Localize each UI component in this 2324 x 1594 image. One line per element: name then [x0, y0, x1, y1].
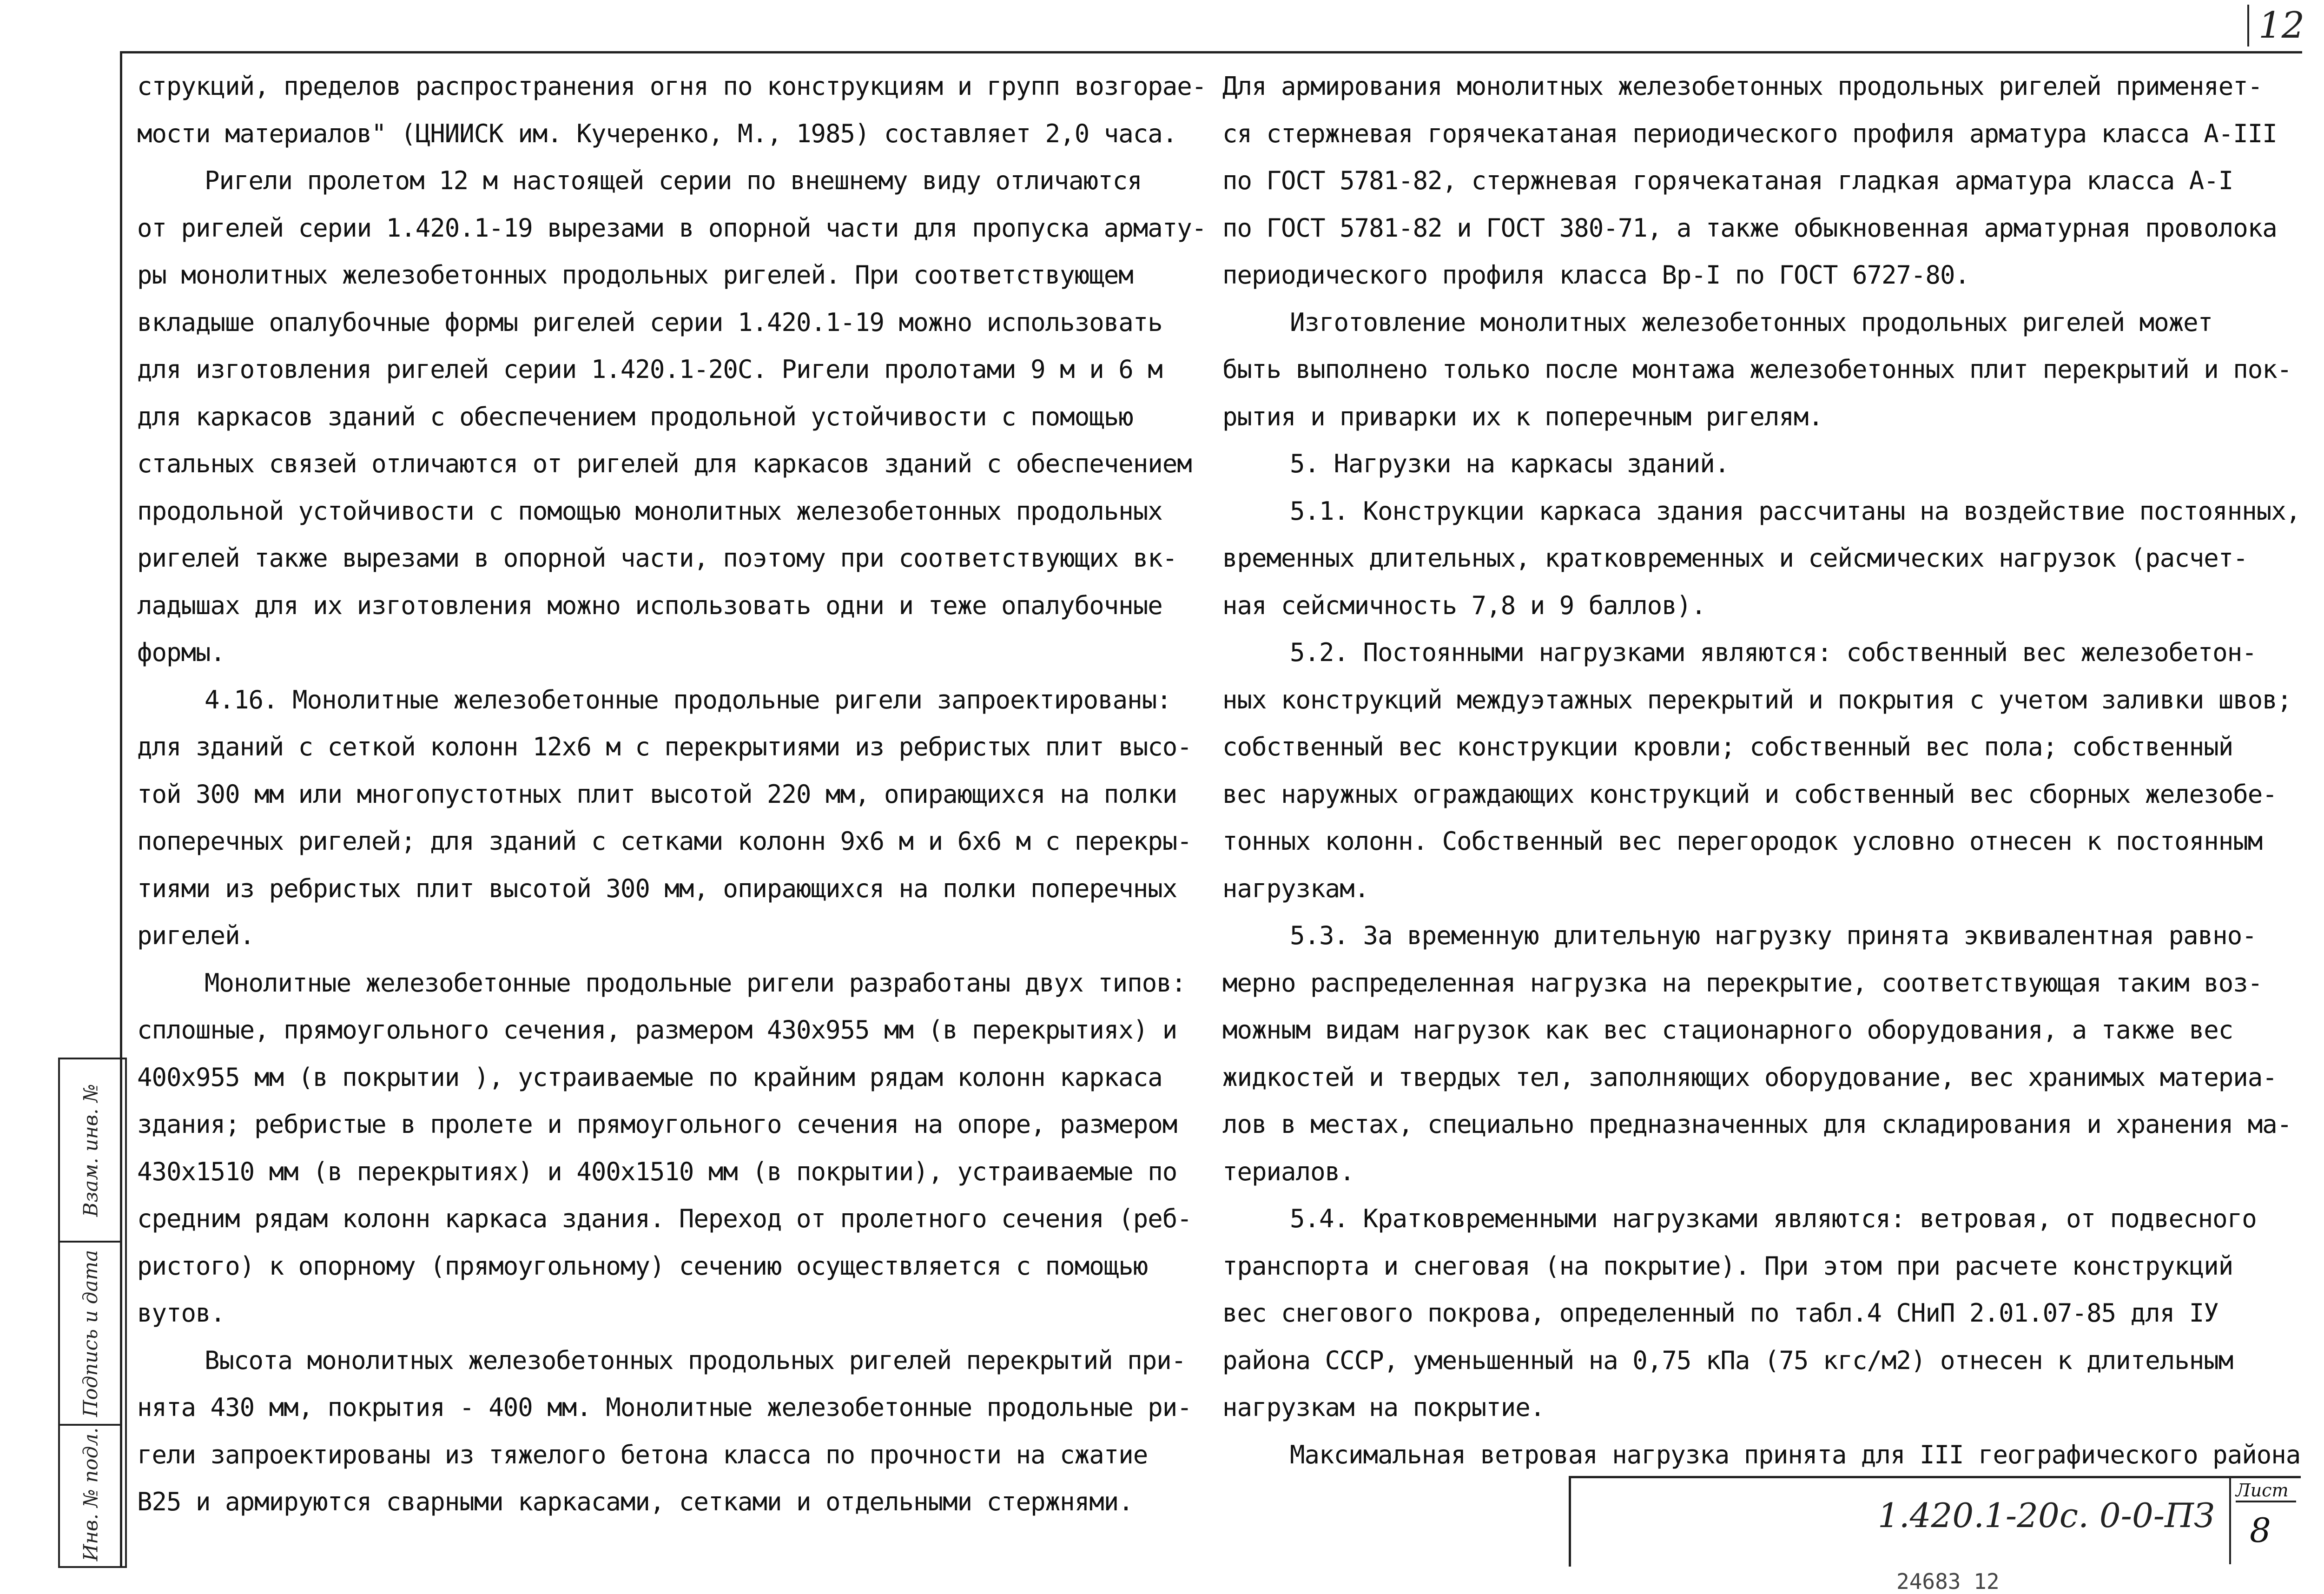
text-line: от ригелей серии 1.420.1-19 вырезами в опорной части для пропуска армату- — [137, 213, 1207, 243]
text-line: Максимальная ветровая нагрузка принята для III географического района — [1290, 1440, 2301, 1469]
text-line: для каркасов зданий с обеспечением продольной устойчивости с помощью — [137, 402, 1133, 431]
text-line: 4.16. Монолитные железобетонные продольные ригели запроектированы: — [205, 685, 1171, 714]
text-line: района СССР, уменьшенный на 0,75 кПа (75 кгс/м2) отнесен к длительным — [1222, 1345, 2233, 1375]
sheet-label: Лист — [2236, 1480, 2296, 1502]
text-line: 5.4. Кратковременными нагрузками являются: ветровая, от подвесного — [1290, 1204, 2257, 1233]
text-line: В25 и армируются сварными каркасами, сетками и отдельными стержнями. — [137, 1487, 1133, 1516]
side-stamp — [58, 1058, 127, 1568]
text-line: тиями из ребристых плит высотой 300 мм, опирающихся на полки поперечных — [137, 873, 1177, 903]
text-line: вкладыше опалубочные формы ригелей серии 1.420.1-19 можно использовать — [137, 307, 1162, 337]
text-line: по ГОСТ 5781-82 и ГОСТ 380-71, а также обыкновенная арматурная проволока — [1222, 213, 2277, 243]
text-line: ригелей. — [137, 921, 255, 950]
text-line: Изготовление монолитных железобетонных продольных ригелей может — [1290, 307, 2213, 337]
text-line: по ГОСТ 5781-82, стержневая горячекатаная гладкая арматура класса А-I — [1222, 166, 2233, 195]
text-line: сплошные, прямоугольного сечения, размером 430х955 мм (в перекрытиях) и — [137, 1015, 1177, 1045]
text-line: здания; ребристые в пролете и прямоугольного сечения на опоре, размером — [137, 1110, 1177, 1139]
title-block — [1569, 1476, 2301, 1567]
text-line: 5.1. Конструкции каркаса здания рассчитаны на воздействие постоянных, — [1290, 496, 2301, 526]
sheet-box — [2229, 1478, 2301, 1564]
text-line: для зданий с сеткой колонн 12х6 м с перекрытиями из ребристых плит высо- — [137, 732, 1192, 761]
text-line: поперечных ригелей; для зданий с сетками колонн 9х6 м и 6х6 м с перекры- — [137, 827, 1192, 856]
document-code: 1.420.1-20с. 0-0-ПЗ — [1878, 1496, 2215, 1535]
text-line: ладышах для их изготовления можно использовать одни и теже опалубочные — [137, 590, 1162, 620]
text-line: нята 430 мм, покрытия - 400 мм. Монолитные железобетонные продольные ри- — [137, 1393, 1192, 1422]
left-text-column — [137, 63, 1207, 1526]
text-line: формы. — [137, 638, 225, 667]
corner-page-mark: 12 — [2247, 5, 2304, 46]
text-line: периодического профиля класса Вр-I по ГОСТ 6727-80. — [1222, 260, 1970, 290]
text-line: той 300 мм или многопустотных плит высотой 220 мм, опирающихся на полки — [137, 779, 1177, 809]
text-line: вес снегового покрова, определенный по табл.4 СНиП 2.01.07-85 для IУ — [1222, 1298, 2218, 1328]
text-line: можным видам нагрузок как вес стационарного оборудования, а также вес — [1222, 1015, 2233, 1045]
text-line: териалов. — [1222, 1157, 1354, 1186]
right-text-column — [1222, 63, 2301, 1478]
text-line: ристого) к опорному (прямоугольному) сечению осуществляется с помощью — [137, 1251, 1148, 1281]
text-line: нагрузкам на покрытие. — [1222, 1393, 1545, 1422]
sheet-number: 8 — [2250, 1511, 2271, 1550]
text-line: стальных связей отличаются от ригелей для каркасов зданий с обеспечением — [137, 449, 1192, 478]
text-line: Ригели пролетом 12 м настоящей серии по внешнему виду отличаются — [205, 166, 1142, 195]
text-line: рытия и приварки их к поперечным ригелям. — [1222, 402, 1823, 431]
side-stamp-cell-replaced-inv — [60, 1059, 121, 1243]
text-line: гели запроектированы из тяжелого бетона класса по прочности на сжатие — [137, 1440, 1148, 1469]
text-line: 5.3. За временную длительную нагрузку принята эквивалентная равно- — [1290, 921, 2257, 950]
text-line: тонных колонн. Собственный вес перегородок условно отнесен к постоянным — [1222, 827, 2263, 856]
text-line: временных длительных, кратковременных и сейсмических нагрузок (расчет- — [1222, 543, 2248, 573]
text-line: струкций, пределов распространения огня по конструкциям и групп возгорае- — [137, 72, 1207, 101]
side-stamp-cell-inv-original — [60, 1426, 121, 1562]
text-line: жидкостей и твердых тел, заполняющих оборудование, вес хранимых материа- — [1222, 1062, 2277, 1092]
side-stamp-label: Взам. инв. № — [79, 1084, 102, 1217]
text-line: вутов. — [137, 1298, 225, 1328]
text-line: мости материалов" (ЦНИИСК им. Кучеренко, М., 1985) составляет 2,0 часа. — [137, 119, 1177, 148]
text-line: ная сейсмичность 7,8 и 9 баллов). — [1222, 590, 1706, 620]
text-line: средним рядам колонн каркаса здания. Переход от пролетного сечения (реб- — [137, 1204, 1192, 1233]
text-line: ных конструкций междуэтажных перекрытий и покрытия с учетом заливки швов; — [1222, 685, 2292, 714]
text-line: Высота монолитных железобетонных продольных ригелей перекрытий при- — [205, 1345, 1186, 1375]
text-line: собственный вес конструкции кровли; собственный вес пола; собственный — [1222, 732, 2233, 761]
text-line: 5. Нагрузки на каркасы зданий. — [1290, 449, 1730, 478]
text-line: 430х1510 мм (в перекрытиях) и 400х1510 мм (в покрытии), устраиваемые по — [137, 1157, 1177, 1186]
side-stamp-cell-signature — [60, 1243, 121, 1426]
text-line: мерно распределенная нагрузка на перекрытие, соответствующая таким воз- — [1222, 968, 2263, 998]
text-line: вес наружных ограждающих конструкций и собственный вес сборных железобе- — [1222, 779, 2277, 809]
text-line: быть выполнено только после монтажа железобетонных плит перекрытий и пок- — [1222, 355, 2292, 384]
text-line: ся стержневая горячекатаная периодического профиля арматура класса А-III — [1222, 119, 2277, 148]
text-line: продольной устойчивости с помощью монолитных железобетонных продольных — [137, 496, 1162, 526]
text-line: Монолитные железобетонные продольные ригели разработаны двух типов: — [205, 968, 1186, 998]
text-line: Для армирования монолитных железобетонных продольных ригелей применяет- — [1222, 72, 2263, 101]
text-line: 400х955 мм (в покрытии ), устраиваемые по крайним рядам колонн каркаса — [137, 1062, 1162, 1092]
text-line: ры монолитных железобетонных продольных ригелей. При соответствующем — [137, 260, 1133, 290]
side-stamp-label: Инв. № подл. — [79, 1427, 102, 1561]
text-line: ригелей также вырезами в опорной части, поэтому при соответствующих вк- — [137, 543, 1177, 573]
bottom-archive-mark: 24683 12 — [1896, 1569, 2000, 1594]
text-line: 5.2. Постоянными нагрузками являются: собственный вес железобетон- — [1290, 638, 2257, 667]
text-line: транспорта и снеговая (на покрытие). При этом при расчете конструкций — [1222, 1251, 2233, 1281]
text-line: лов в местах, специально предназначенных для складирования и хранения ма- — [1222, 1110, 2292, 1139]
text-line: нагрузкам. — [1222, 873, 1369, 903]
text-line: для изготовления ригелей серии 1.420.1-20С. Ригели пролотами 9 м и 6 м — [137, 355, 1162, 384]
side-stamp-label: Подпись и дата — [79, 1250, 102, 1417]
